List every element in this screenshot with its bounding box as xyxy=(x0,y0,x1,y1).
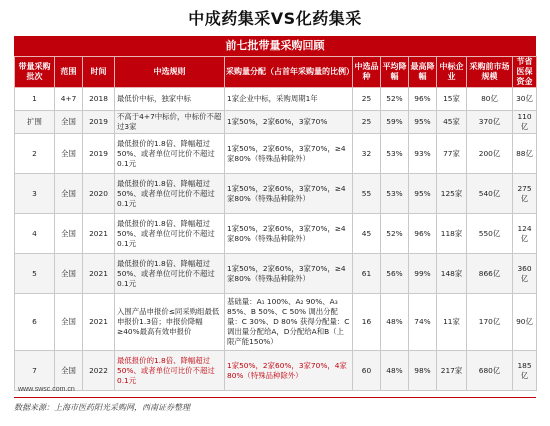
cell-firms: 217家 xyxy=(437,351,467,391)
cell-saved: 124亿 xyxy=(513,214,537,254)
cell-market: 866亿 xyxy=(467,254,513,294)
cell-batch: 3 xyxy=(15,174,55,214)
cell-max-drop: 95% xyxy=(409,174,437,214)
cell-market: 80亿 xyxy=(467,88,513,111)
cell-scope: 全国 xyxy=(55,254,83,294)
cell-rule: 入围产品申报价≤同采购组最低申报价1.3倍；申报价降幅≥40%最高有效申报价 xyxy=(115,294,225,351)
header-scope: 范围 xyxy=(55,57,83,88)
table-row xyxy=(15,134,537,174)
cell-rule: 最低报价的1.8倍、降幅超过50%、或者单位可比价不超过0.1元 xyxy=(115,214,225,254)
cell-batch: 5 xyxy=(15,254,55,294)
cell-market: 680亿 xyxy=(467,351,513,391)
cell-market: 370亿 xyxy=(467,111,513,134)
cell-batch: 6 xyxy=(15,294,55,351)
table-row xyxy=(15,254,537,294)
cell-scope: 全国 xyxy=(55,294,83,351)
table-row xyxy=(15,294,537,351)
table-row xyxy=(15,88,537,111)
cell-rule: 不高于4+7中标价，中标价不超过3家 xyxy=(115,111,225,134)
cell-max-drop: 95% xyxy=(409,111,437,134)
cell-split: 1家50%，2家60%，3家70% xyxy=(225,111,353,134)
table-title: 前七批带量采购回顾 xyxy=(14,36,536,56)
table-row xyxy=(15,111,537,134)
cell-firms: 118家 xyxy=(437,214,467,254)
page-title: 中成药集采VS化药集采 xyxy=(188,9,362,28)
cell-rule-highlighted: 最低报价的1.8倍、降幅超过50%、或者单位可比价不超过0.1元 xyxy=(115,351,225,391)
cell-market: 550亿 xyxy=(467,214,513,254)
cell-year: 2019 xyxy=(83,111,115,134)
cell-avg-drop: 56% xyxy=(381,254,409,294)
cell-count: 61 xyxy=(353,254,381,294)
cell-avg-drop: 53% xyxy=(381,174,409,214)
cell-rule: 最低价中标，独家中标 xyxy=(115,88,225,111)
cell-rule: 最低报价的1.8倍、降幅超过50%、或者单位可比价不超过0.1元 xyxy=(115,134,225,174)
table-header-row xyxy=(15,57,537,88)
cell-split: 1家企业中标，采购周期1年 xyxy=(225,88,353,111)
cell-avg-drop: 48% xyxy=(381,294,409,351)
cell-firms: 11家 xyxy=(437,294,467,351)
table-row xyxy=(15,214,537,254)
cell-market: 170亿 xyxy=(467,294,513,351)
cell-batch: 7 xyxy=(15,351,55,391)
cell-count: 25 xyxy=(353,111,381,134)
source-note: 数据来源：上海市医药阳光采购网，西南证券整理 xyxy=(14,403,190,412)
cell-year: 2018 xyxy=(83,88,115,111)
cell-saved: 110亿 xyxy=(513,111,537,134)
cell-max-drop: 96% xyxy=(409,214,437,254)
cell-scope: 全国 xyxy=(55,134,83,174)
cell-max-drop: 98% xyxy=(409,351,437,391)
header-firms: 中标企业 xyxy=(437,57,467,88)
table-row xyxy=(15,351,537,391)
cell-split: 1家50%，2家60%，3家70%，≥4家80%（特殊品种除外） xyxy=(225,254,353,294)
cell-scope: 全国 xyxy=(55,214,83,254)
header-avg-drop: 平均降幅 xyxy=(381,57,409,88)
cell-saved: 90亿 xyxy=(513,294,537,351)
cell-saved: 185亿 xyxy=(513,351,537,391)
header-batch: 带量采购批次 xyxy=(15,57,55,88)
header-split: 采购量分配（占首年采购量的比例） xyxy=(225,57,353,88)
cell-split: 1家50%，2家60%，3家70%，≥4家80%（特殊品种除外） xyxy=(225,214,353,254)
cell-avg-drop: 48% xyxy=(381,351,409,391)
cell-scope: 全国 xyxy=(55,351,83,391)
cell-year: 2022 xyxy=(83,351,115,391)
cell-batch: 2 xyxy=(15,134,55,174)
header-count: 中选品种 xyxy=(353,57,381,88)
website-url: www.swsc.com.cn xyxy=(18,386,75,393)
cell-saved: 360亿 xyxy=(513,254,537,294)
cell-max-drop: 99% xyxy=(409,254,437,294)
cell-avg-drop: 52% xyxy=(381,88,409,111)
cell-count: 45 xyxy=(353,214,381,254)
cell-batch: 1 xyxy=(15,88,55,111)
cell-year: 2021 xyxy=(83,294,115,351)
cell-avg-drop: 53% xyxy=(381,134,409,174)
cell-year: 2020 xyxy=(83,174,115,214)
cell-firms: 148家 xyxy=(437,254,467,294)
cell-split: 基础量：A₁ 100%、A₂ 90%、A₃ 85%、B 50%、C 50% 调出分配量：C 30%、D 80% 获得分配量：C调出量分配给A，D分配给A和B（上限产能150%） xyxy=(225,294,353,351)
cell-scope: 4+7 xyxy=(55,88,83,111)
cell-batch: 扩围 xyxy=(15,111,55,134)
header-rule: 中选规则 xyxy=(115,57,225,88)
cell-year: 2019 xyxy=(83,134,115,174)
cell-saved: 88亿 xyxy=(513,134,537,174)
cell-count: 25 xyxy=(353,88,381,111)
table-row xyxy=(15,174,537,214)
cell-batch: 4 xyxy=(15,214,55,254)
procurement-table xyxy=(14,56,537,391)
cell-count: 60 xyxy=(353,351,381,391)
header-market: 采购前市场规模 xyxy=(467,57,513,88)
cell-split: 1家50%，2家60%，3家70%，≥4家80%（特殊品种除外） xyxy=(225,174,353,214)
cell-firms: 125家 xyxy=(437,174,467,214)
cell-scope: 全国 xyxy=(55,111,83,134)
cell-max-drop: 96% xyxy=(409,88,437,111)
cell-year: 2021 xyxy=(83,254,115,294)
cell-rule: 最低报价的1.8倍、降幅超过50%、或者单位可比价不超过0.1元 xyxy=(115,174,225,214)
footer-divider xyxy=(14,397,536,398)
cell-max-drop: 74% xyxy=(409,294,437,351)
header-saved: 节省医保资金 xyxy=(513,57,537,88)
cell-split-highlighted: 1家50%，2家60%，3家70%，4家80%（特殊品种除外） xyxy=(225,351,353,391)
cell-market: 200亿 xyxy=(467,134,513,174)
cell-rule: 最低报价的1.8倍、降幅超过50%、或者单位可比价不超过0.1元 xyxy=(115,254,225,294)
cell-avg-drop: 52% xyxy=(381,214,409,254)
cell-count: 32 xyxy=(353,134,381,174)
cell-count: 55 xyxy=(353,174,381,214)
cell-firms: 45家 xyxy=(437,111,467,134)
header-year: 时间 xyxy=(83,57,115,88)
cell-firms: 15家 xyxy=(437,88,467,111)
cell-avg-drop: 59% xyxy=(381,111,409,134)
cell-saved: 275亿 xyxy=(513,174,537,214)
cell-firms: 77家 xyxy=(437,134,467,174)
cell-count: 16 xyxy=(353,294,381,351)
cell-market: 540亿 xyxy=(467,174,513,214)
header-max-drop: 最高降幅 xyxy=(409,57,437,88)
cell-split: 1家50%，2家60%，3家70%，≥4家80%（特殊品种除外） xyxy=(225,134,353,174)
cell-max-drop: 93% xyxy=(409,134,437,174)
cell-scope: 全国 xyxy=(55,174,83,214)
cell-saved: 30亿 xyxy=(513,88,537,111)
cell-year: 2021 xyxy=(83,214,115,254)
procurement-table-panel xyxy=(14,36,536,391)
